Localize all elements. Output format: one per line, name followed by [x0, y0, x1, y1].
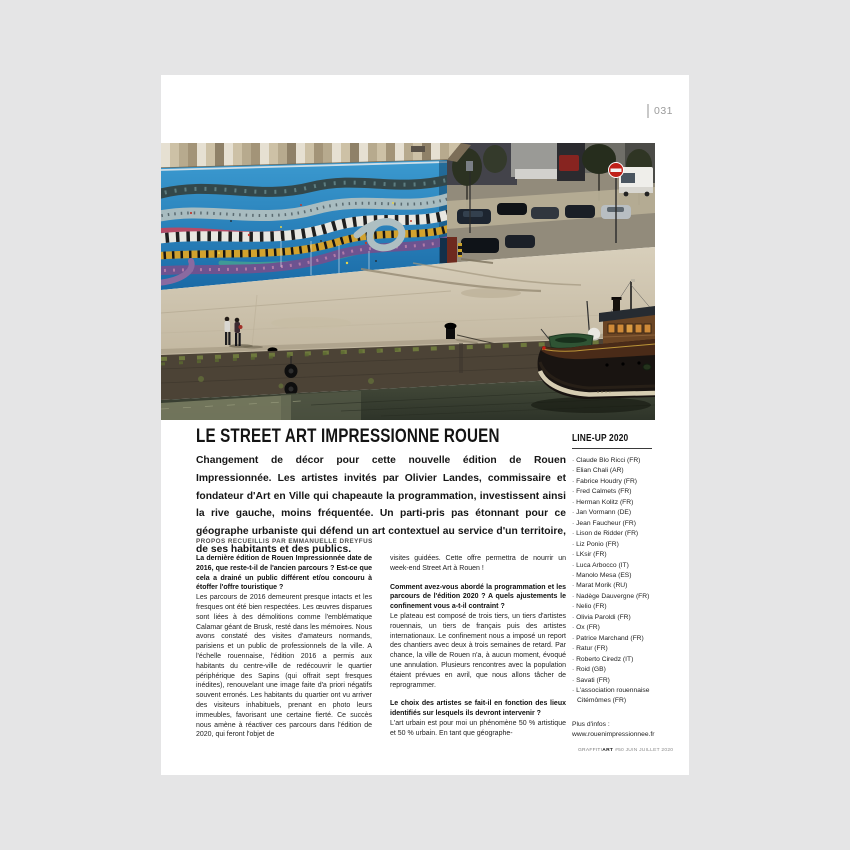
magazine-name-bold: ART [602, 748, 614, 753]
more-info-label: Plus d'infos : [572, 720, 610, 728]
list-item: · Herman Kolitz (FR) [572, 498, 634, 506]
list-item: · Ox (FR) [572, 624, 600, 632]
list-item: · Manolo Mesa (ES) [572, 571, 632, 579]
interview-answer: visites guidées. Cette offre permettra de nourrir un week-end Street Art à Rouen ! [390, 555, 566, 572]
list-item: · L'association rouennaise Citémômes (FR) [572, 686, 650, 705]
interview-answer: Le plateau est composé de trois tiers, un tiers d'artistes rouennais, un tiers de français puis des artistes internationaux. Le confinement nous a imposé un report des chantiers avec deux à trois semaines de retard. Par chance, la ville de Rouen n'a, à aucun moment, évoqué une annulation. Plusieurs rencontres avec la population étaient prévues en avril, que nous allons tâcher de reprogrammer. [390, 612, 566, 689]
issue-info: #50 JUIN JUILLET 2020 [615, 748, 674, 753]
list-item: · Roid (GB) [572, 666, 606, 674]
list-item: · Jean Faucheur (FR) [572, 519, 636, 527]
list-item: · Fred Calmets (FR) [572, 488, 632, 496]
magazine-footer [578, 748, 673, 753]
warehouse-door [440, 238, 447, 263]
article-title: LE STREET ART IMPRESSIONNE ROUEN [196, 425, 500, 447]
page-number [647, 104, 673, 118]
article-byline: PROPOS RECUEILLIS PAR EMMANUELLE DREYFUS [196, 538, 373, 545]
list-item: · LKsir (FR) [572, 551, 607, 559]
lineup-heading: LINE-UP 2020 [572, 432, 629, 444]
list-item: · Olivia Paroldi (FR) [572, 613, 631, 621]
magazine-page [161, 75, 689, 775]
body-column-2 [390, 554, 566, 740]
list-item: · Claude Blo Ricci (FR) [572, 457, 641, 464]
article-body [196, 554, 566, 740]
list-item: · Luca Arbocco (IT) [572, 561, 629, 569]
article-photo [161, 143, 655, 420]
interview-answer: L'art urbain est pour moi un phénomène 50 % artistique et 50 % urbain. En tant que géographe- [390, 719, 566, 737]
list-item: · Jan Vormann (DE) [572, 509, 632, 517]
red-truck [559, 155, 579, 171]
lineup-sidebar [572, 432, 658, 740]
list-item: · Fabrice Houdry (FR) [572, 477, 638, 485]
list-item: · Marat Morik (RU) [572, 582, 628, 590]
red-shed [447, 237, 457, 263]
interview-question: La dernière édition de Rouen Impressionnée date de 2016, que reste-t-il de l'ancien parcours ? Est-ce que cela a drainé un public différent et/ou concouru à étoffer l'offre touristique ? [196, 555, 372, 592]
list-item: · Savati (FR) [572, 676, 610, 684]
interview-question: Comment avez-vous abordé la programmation et les parcours de l'édition 2020 ? A quels ajustements le confinement vous a-t-il contraint ? [390, 583, 566, 611]
artist-list [572, 456, 658, 707]
list-item: · Liz Ponio (FR) [572, 540, 619, 548]
body-column-1 [196, 554, 372, 740]
article-intro: Changement de décor pour cette nouvelle édition de Rouen Impressionnée. Les artistes invités par Olivier Landes, commissaire et fondateur d'Art en Ville qui chapeaute la programmation, investissent ainsi la rive gauche, moins fréquentée. Un parti-pris pas étonnant pour ce géographe urbaniste qui défend un art contextuel au service d'un territoire, de ses habitants et des publics. [196, 455, 566, 555]
photo-illustration [161, 143, 655, 420]
interview-question: Le choix des artistes se fait-il en fonction des lieux identifiés sur lesquels ils devront intervenir ? [390, 700, 566, 718]
more-info [572, 720, 658, 740]
nav-light [542, 346, 545, 349]
list-item: · Roberto Ciredz (IT) [572, 655, 634, 663]
magazine-name: GRAFFITI [578, 748, 603, 753]
list-item: · Elian Chali (AR) [572, 467, 624, 475]
street-scene [447, 143, 655, 263]
interview-answer: Les parcours de 2016 demeurent presque intacts et les fresques ont été bien respectées. Les œuvres disparues sont liées à des démolitions comme l'emblématique Calamar géant de Brusk, resté dans les mémoires. Nous avons constaté des visites d'amateurs normands, parisiens et un public de professionnels de la ville. A l'échelle rouennaise, l'édition 2016 a permis aux habitants du centre-ville de redécouvrir le quartier périphérique des Sapins (qui offrait sept fresques inédites), renouvelant une image faite d'a priori négatifs souvent erronés. Les habitants du quartier ont vu arriver des visiteurs inhabituels, prenant en photo leurs immeubles, favorisant une certaine fierté. Ce succès nous amène à réactiver ces parcours dans l'édition de 2020, qui feront l'objet de [196, 594, 372, 739]
list-item: · Nadège Dauvergne (FR) [572, 592, 650, 600]
list-item: · Ratur (FR) [572, 645, 608, 653]
list-item: · Nelio (FR) [572, 603, 607, 611]
more-info-url[interactable]: www.rouenimpressionnee.fr [572, 730, 655, 738]
camper-van [619, 167, 653, 196]
roof-vent [411, 146, 425, 152]
list-item: · Patrice Marchand (FR) [572, 634, 644, 642]
page-number-value: 031 [654, 105, 674, 117]
list-item: · Lison de Ridder (FR) [572, 530, 639, 538]
lineup-rule [572, 448, 652, 449]
